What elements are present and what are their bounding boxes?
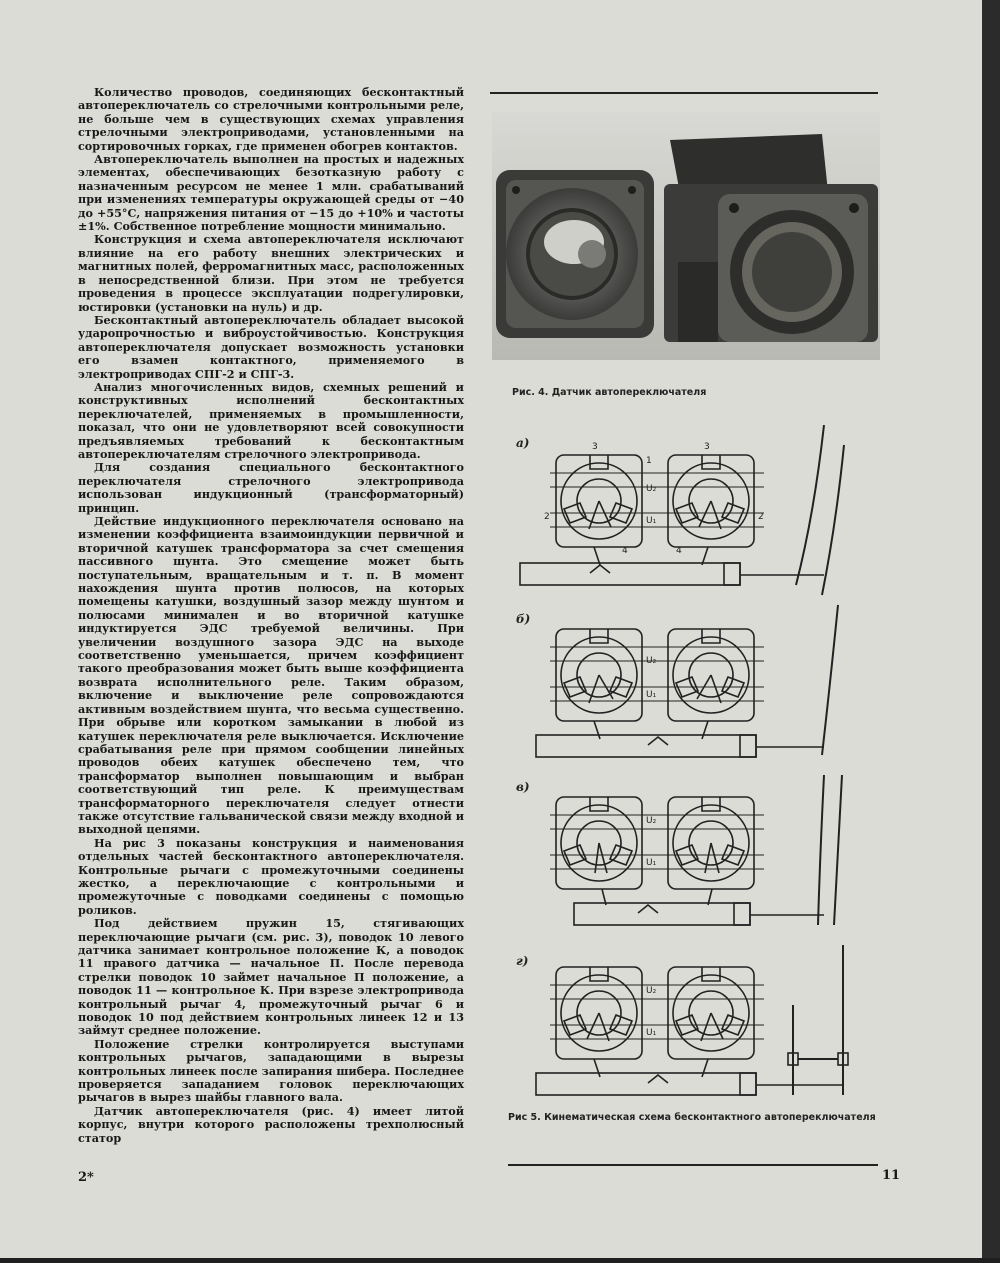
label-2: 2 (544, 512, 550, 522)
page-number: 11 (882, 1168, 901, 1183)
label-4: 4 (622, 546, 628, 556)
paragraph: Для создания специального бесконтактного переключателя стрелочного электропривода использован индукционный (трансформаторный) принцип. (78, 460, 464, 515)
signature-mark: 2* (78, 1170, 94, 1185)
panel-label-a: а) (516, 436, 530, 450)
panel-a-drawing (520, 425, 844, 595)
u1-label: U₁ (646, 516, 657, 526)
paragraph: Положение стрелки контролируется выступами контрольных рычагов, западающими в вырезы контрольных линеек после запирания шибера. Последнее проверяется западанием головок переключающих рычагов в вырез шайбы главного вала. (78, 1036, 464, 1105)
panel-d-drawing (536, 945, 848, 1095)
u2-label: U₂ (646, 656, 657, 666)
paragraph: На рис 3 показаны конструкция и наименования отдельных частей бесконтактного автопереключателя. Контрольные рычаги с промежуточными соединены жестко, а переключающие с контрольными и промежуточные с поводками соединены с помощью роликов. (78, 835, 464, 917)
bottom-rule (508, 1164, 878, 1166)
u2-label: U₂ (646, 816, 657, 826)
u1-label: U₁ (646, 690, 657, 700)
u1-label: U₁ (646, 858, 657, 868)
label-3: 3 (592, 442, 598, 452)
paragraph: Конструкция и схема автопереключателя исключают влияние на его работу внешних электрических и магнитных полей, ферромагнитных масс, расположенных в непосредственной близи. При этом не требуется проведения в процессе эксплуатации подрегулировки, юстировки (установки на нуль) и др. (78, 232, 464, 314)
panel-label-c: в) (516, 780, 530, 794)
paragraph: Под действием пружин 15, стягивающих переключающие рычаги (см. рис. 3), поводок 10 левого датчика занимает контрольное положение К, а поводок 11 правого датчика — начальное П. После перевода стрелки поводок 10 займет начальное П положение, а поводок 11 — контрольное К. При взрезе электропривода контрольный рычаг 4, промежуточный рычаг 6 и поводок 10 под действием контрольных линеек 12 и 13 займут среднее положение. (78, 916, 464, 1038)
paragraph: Автопереключатель выполнен на простых и надежных элементах, обеспечивающих безотказную работу с назначенным ресурсом не менее 1 млн. срабатываний при изменениях температуры окружающей среды от −40 до +55°С, напряжения питания от −15 до +10% и частоты ±1%. Собственное потребление мощности минимально. (78, 152, 464, 234)
paragraph: Количество проводов, соединяющих бесконтактный автопереключатель со стрелочными контрольными реле, не больше чем в существующих схемах управления стрелочными электроприводами, установленными на сортировочных горках, где применен обогрев контактов. (78, 85, 464, 153)
top-rule (490, 92, 878, 94)
panel-label-d: г) (516, 954, 529, 968)
panel-label-b: б) (516, 612, 531, 626)
paragraph: Действие индукционного переключателя основано на изменении коэффициента взаимоиндукции первичной и вторичной катушек трансформатора за счет смещения пассивного шунта. Это смещение может быть поступательным, вращательным и т. п. В момент нахождения шунта против полюсов, на которых помещены катушки, воздушный зазор между шунтом и полюсами минимален и во вторичной катушке индуктируется ЭДС требуемой величины. При увеличении воздушного зазора ЭДС на выходе соответственно уменьшается, причем коэффициент такого преобразования может быть выше коэффициента возврата исполнительного реле. Таким образом, включение и выключение реле сопровождаются активным воздействием шунта, что весьма существенно. При обрыве или коротком замыкании в любой из катушек переключателя реле выключается. Исключение срабатывания реле при прямом сообщении линейных проводов обеих катушек обеспечено тем, что трансформатор выполнен повышающим и выбран соответствующий тип реле. К преимуществам трансформаторного переключателя следует отнести также отсутствие гальванической связи между входной и выходной цепями. (78, 514, 464, 837)
page-bottom-shadow (0, 1258, 1000, 1263)
label-1: 1 (646, 456, 652, 466)
label-2: 2 (758, 512, 764, 522)
panel-b-drawing (536, 605, 838, 757)
sensor-photo (492, 112, 880, 360)
paragraph: Бесконтактный автопереключатель обладает высокой ударопрочностью и виброустойчивостью. Конструкция автопереключателя допускает возможность установки его взамен контактного, применяемого в электроприводах СПГ-2 и СПГ-3. (78, 312, 464, 381)
paragraph: Анализ многочисленных видов, схемных решений и конструктивных исполнений бесконтактных переключателей, применяемых в промышленности, показал, что они не удовлетворяют всей совокупности предъявляемых требований к бесконтактным автопереключателям стрелочного электропривода. (78, 379, 464, 461)
u1-label: U₁ (646, 1028, 657, 1038)
kinematic-schematic (498, 425, 878, 1105)
figure-5-caption: Рис 5. Кинематическая схема бесконтактного автопереключателя (508, 1112, 876, 1123)
figure-4-caption: Рис. 4. Датчик автопереключателя (512, 387, 707, 398)
paragraph: Датчик автопереключателя (рис. 4) имеет литой корпус, внутри которого расположены трехполюсный статор (78, 1103, 464, 1145)
body-text-column (78, 86, 464, 1145)
u2-label: U₂ (646, 986, 657, 996)
panel-c-drawing (550, 775, 842, 925)
label-4: 4 (676, 546, 682, 556)
label-3: 3 (704, 442, 710, 452)
u2-label: U₂ (646, 484, 657, 494)
page-edge-shadow (982, 0, 1000, 1263)
